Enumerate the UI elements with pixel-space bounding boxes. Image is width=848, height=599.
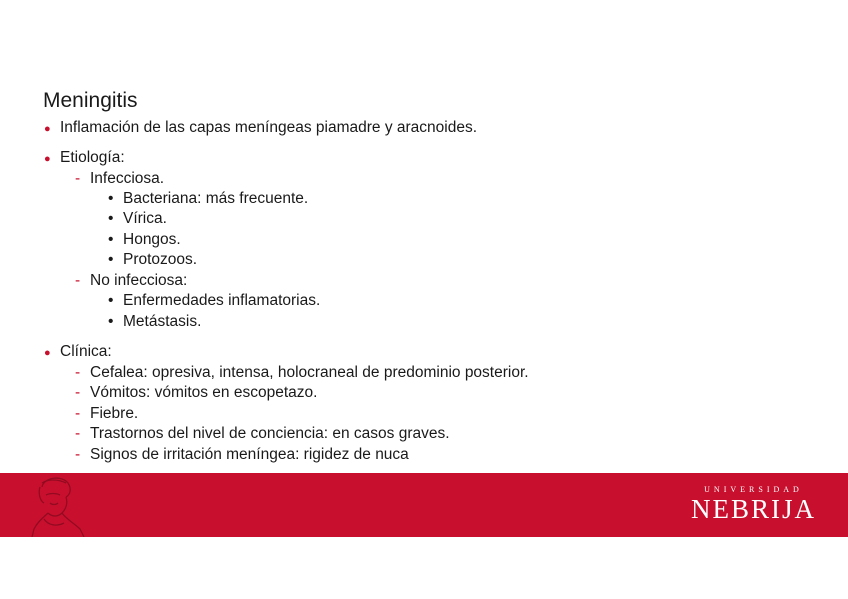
list-item-text: Vírica. [123,210,167,227]
list-item-text: No infecciosa: [90,272,188,289]
dot-icon: • [108,292,114,309]
list-item [108,250,198,270]
list-item [108,291,321,311]
bullet-icon: ● [44,347,51,359]
dash-icon: - [75,384,81,401]
list-item [108,312,202,332]
dash-icon: - [75,272,81,289]
dot-icon: • [108,313,114,330]
dot-icon: • [108,231,114,248]
list-item [75,445,409,465]
list-item [108,230,181,250]
list-item-text: Infecciosa. [90,170,165,187]
list-item-text: Clínica: [60,343,112,360]
dash-icon: - [75,446,81,463]
university-logo [691,485,816,523]
list-item [75,271,188,291]
list-item [44,118,478,138]
list-item [75,363,529,383]
bullet-icon: ● [44,123,51,135]
dot-icon: • [108,251,114,268]
list-item-text: Hongos. [123,231,181,248]
list-item-text: Fiebre. [90,405,139,422]
list-item [108,189,309,209]
list-item-text: Inflamación de las capas meníngeas piamadre y aracnoides. [60,119,478,136]
list-item-text: Etiología: [60,149,125,166]
list-item [75,424,450,444]
slide-title: Meningitis [43,89,138,112]
list-item [44,342,112,362]
list-item-text: Signos de irritación meníngea: rigidez de nuca [90,446,409,463]
logo-name: NEBRIJA [690,494,816,524]
list-item [75,404,139,424]
dash-icon: - [75,425,81,442]
dot-icon: • [108,210,114,227]
logo-subtitle: UNIVERSIDAD [704,485,803,494]
list-item-text: Bacteriana: más frecuente. [123,190,309,207]
list-item [75,383,318,403]
list-item [108,209,167,229]
portrait-icon [22,473,92,537]
list-item-text: Vómitos: vómitos en escopetazo. [90,384,318,401]
list-item-text: Cefalea: opresiva, intensa, holocraneal de predominio posterior. [90,364,529,381]
bullet-icon: ● [44,153,51,165]
dash-icon: - [75,364,81,381]
list-item-text: Metástasis. [123,313,202,330]
list-item-text: Enfermedades inflamatorias. [123,292,321,309]
footer-band [0,473,848,537]
list-item [44,148,125,168]
dash-icon: - [75,170,81,187]
list-item-text: Trastornos del nivel de conciencia: en casos graves. [90,425,450,442]
list-item-text: Protozoos. [123,251,198,268]
list-item [75,169,165,189]
dot-icon: • [108,190,114,207]
dash-icon: - [75,405,81,422]
